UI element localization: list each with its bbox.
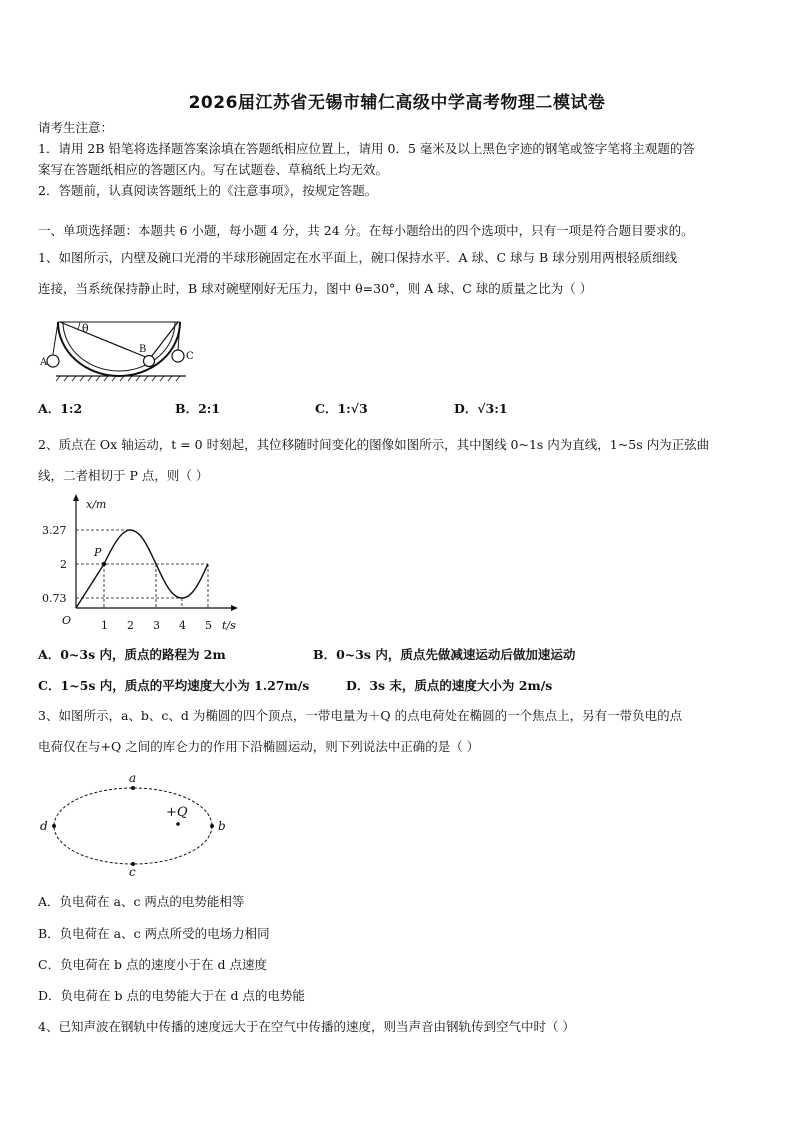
q2-y-tick-2: 2 xyxy=(60,558,67,571)
q3-ellipse-figure xyxy=(38,768,238,880)
q1-option-c: C．1:√3 xyxy=(315,401,368,416)
q1-bowl-figure xyxy=(38,314,194,384)
q2-x-tick-4: 4 xyxy=(179,619,186,632)
q4-line-1: 4、已知声波在钢轨中传播的速度远大于在空气中传播的速度，则当声音由钢轨传到空气中时（ ） xyxy=(38,1019,575,1034)
q1-label-a: A xyxy=(40,357,48,368)
q2-y-tick-3: 0.73 xyxy=(42,592,67,605)
q2-origin-label: O xyxy=(62,614,72,627)
q3-label-c: c xyxy=(129,865,136,879)
q2-x-tick-1: 1 xyxy=(101,619,108,632)
q3-line-2: 电荷仅在与+Q 之间的库仑力的作用下沿椭圆运动，则下列说法中正确的是（ ） xyxy=(38,739,480,754)
exam-title: 2026届江苏省无锡市辅仁高级中学高考物理二模试卷 xyxy=(188,93,606,113)
q2-option-c: C．1~5s 内，质点的平均速度大小为 1.27m/s xyxy=(38,678,310,693)
q1-option-d: D．√3:1 xyxy=(454,401,508,416)
q3-option-c: C．负电荷在 b 点的速度小于在 d 点速度 xyxy=(38,957,267,972)
notice-heading: 请考生注意： xyxy=(38,120,114,135)
notice-item-1-line-1: 1．请用 2B 铅笔将选择题答案涂填在答题纸相应位置上，请用 0．5 毫米及以上黑色字迹的钢笔或签字笔将主观题的答 xyxy=(38,141,695,156)
q2-option-a: A．0~3s 内，质点的路程为 2m xyxy=(38,647,226,662)
notice-item-1-line-2: 案写在答题纸相应的答题区内。写在试题卷、草稿纸上均无效。 xyxy=(38,162,389,177)
q3-option-d: D．负电荷在 b 点的电势能大于在 d 点的电势能 xyxy=(38,988,305,1003)
q2-line-1: 2、质点在 Ox 轴运动，t = 0 时刻起，其位移随时间变化的图像如图所示，其中图线 0~1s 内为直线，1~5s 内为正弦曲 xyxy=(38,437,710,452)
q2-x-tick-3: 3 xyxy=(153,619,160,632)
q2-x-tick-2: 2 xyxy=(127,619,134,632)
q2-option-d: D．3s 末，质点的速度大小为 2m/s xyxy=(346,678,553,693)
q1-option-a: A．1:2 xyxy=(38,401,83,416)
q2-y-axis-label: x/m xyxy=(86,498,107,511)
q3-label-b: b xyxy=(218,819,226,833)
notice-item-2: 2．答题前，认真阅读答题纸上的《注意事项》，按规定答题。 xyxy=(38,183,378,198)
q1-line-2: 连接，当系统保持静止时，B 球对碗壁刚好无压力，图中 θ=30°，则 A 球、C 球的质量之比为（ ） xyxy=(38,281,593,296)
q3-label-d: d xyxy=(40,819,48,833)
q1-line-1: 1、如图所示，内壁及碗口光滑的半球形碗固定在水平面上，碗口保持水平．A 球、C 球与 B 球分别用两根轻质细线 xyxy=(38,250,678,265)
q1-label-c: C xyxy=(186,351,194,362)
q2-y-tick-1: 3.27 xyxy=(42,524,67,537)
q1-angle-label: θ xyxy=(82,322,89,335)
q1-label-b: B xyxy=(139,344,147,355)
q3-label-a: a xyxy=(129,771,137,785)
q1-option-b: B．2:1 xyxy=(175,401,221,416)
section-1-header: 一、单项选择题：本题共 6 小题，每小题 4 分，共 24 分。在每小题给出的四个选项中，只有一项是符合题目要求的。 xyxy=(38,223,694,238)
q3-option-b: B．负电荷在 a、c 两点所受的电场力相同 xyxy=(38,926,270,941)
q2-graph xyxy=(38,492,243,637)
q2-x-axis-label: t/s xyxy=(222,619,236,632)
q2-line-2: 线，二者相切于 P 点，则（ ） xyxy=(38,468,209,483)
q2-x-tick-5: 5 xyxy=(205,619,212,632)
q3-option-a: A．负电荷在 a、c 两点的电势能相等 xyxy=(38,894,245,909)
q2-option-b: B．0~3s 内，质点先做减速运动后做加速运动 xyxy=(313,647,576,662)
q3-charge-label: +Q xyxy=(166,805,188,820)
q3-line-1: 3、如图所示，a、b、c、d 为椭圆的四个顶点，一带电量为＋Q 的点电荷处在椭圆的一个焦点上，另有一带负电的点 xyxy=(38,708,683,723)
q2-point-p-label: P xyxy=(94,546,102,559)
